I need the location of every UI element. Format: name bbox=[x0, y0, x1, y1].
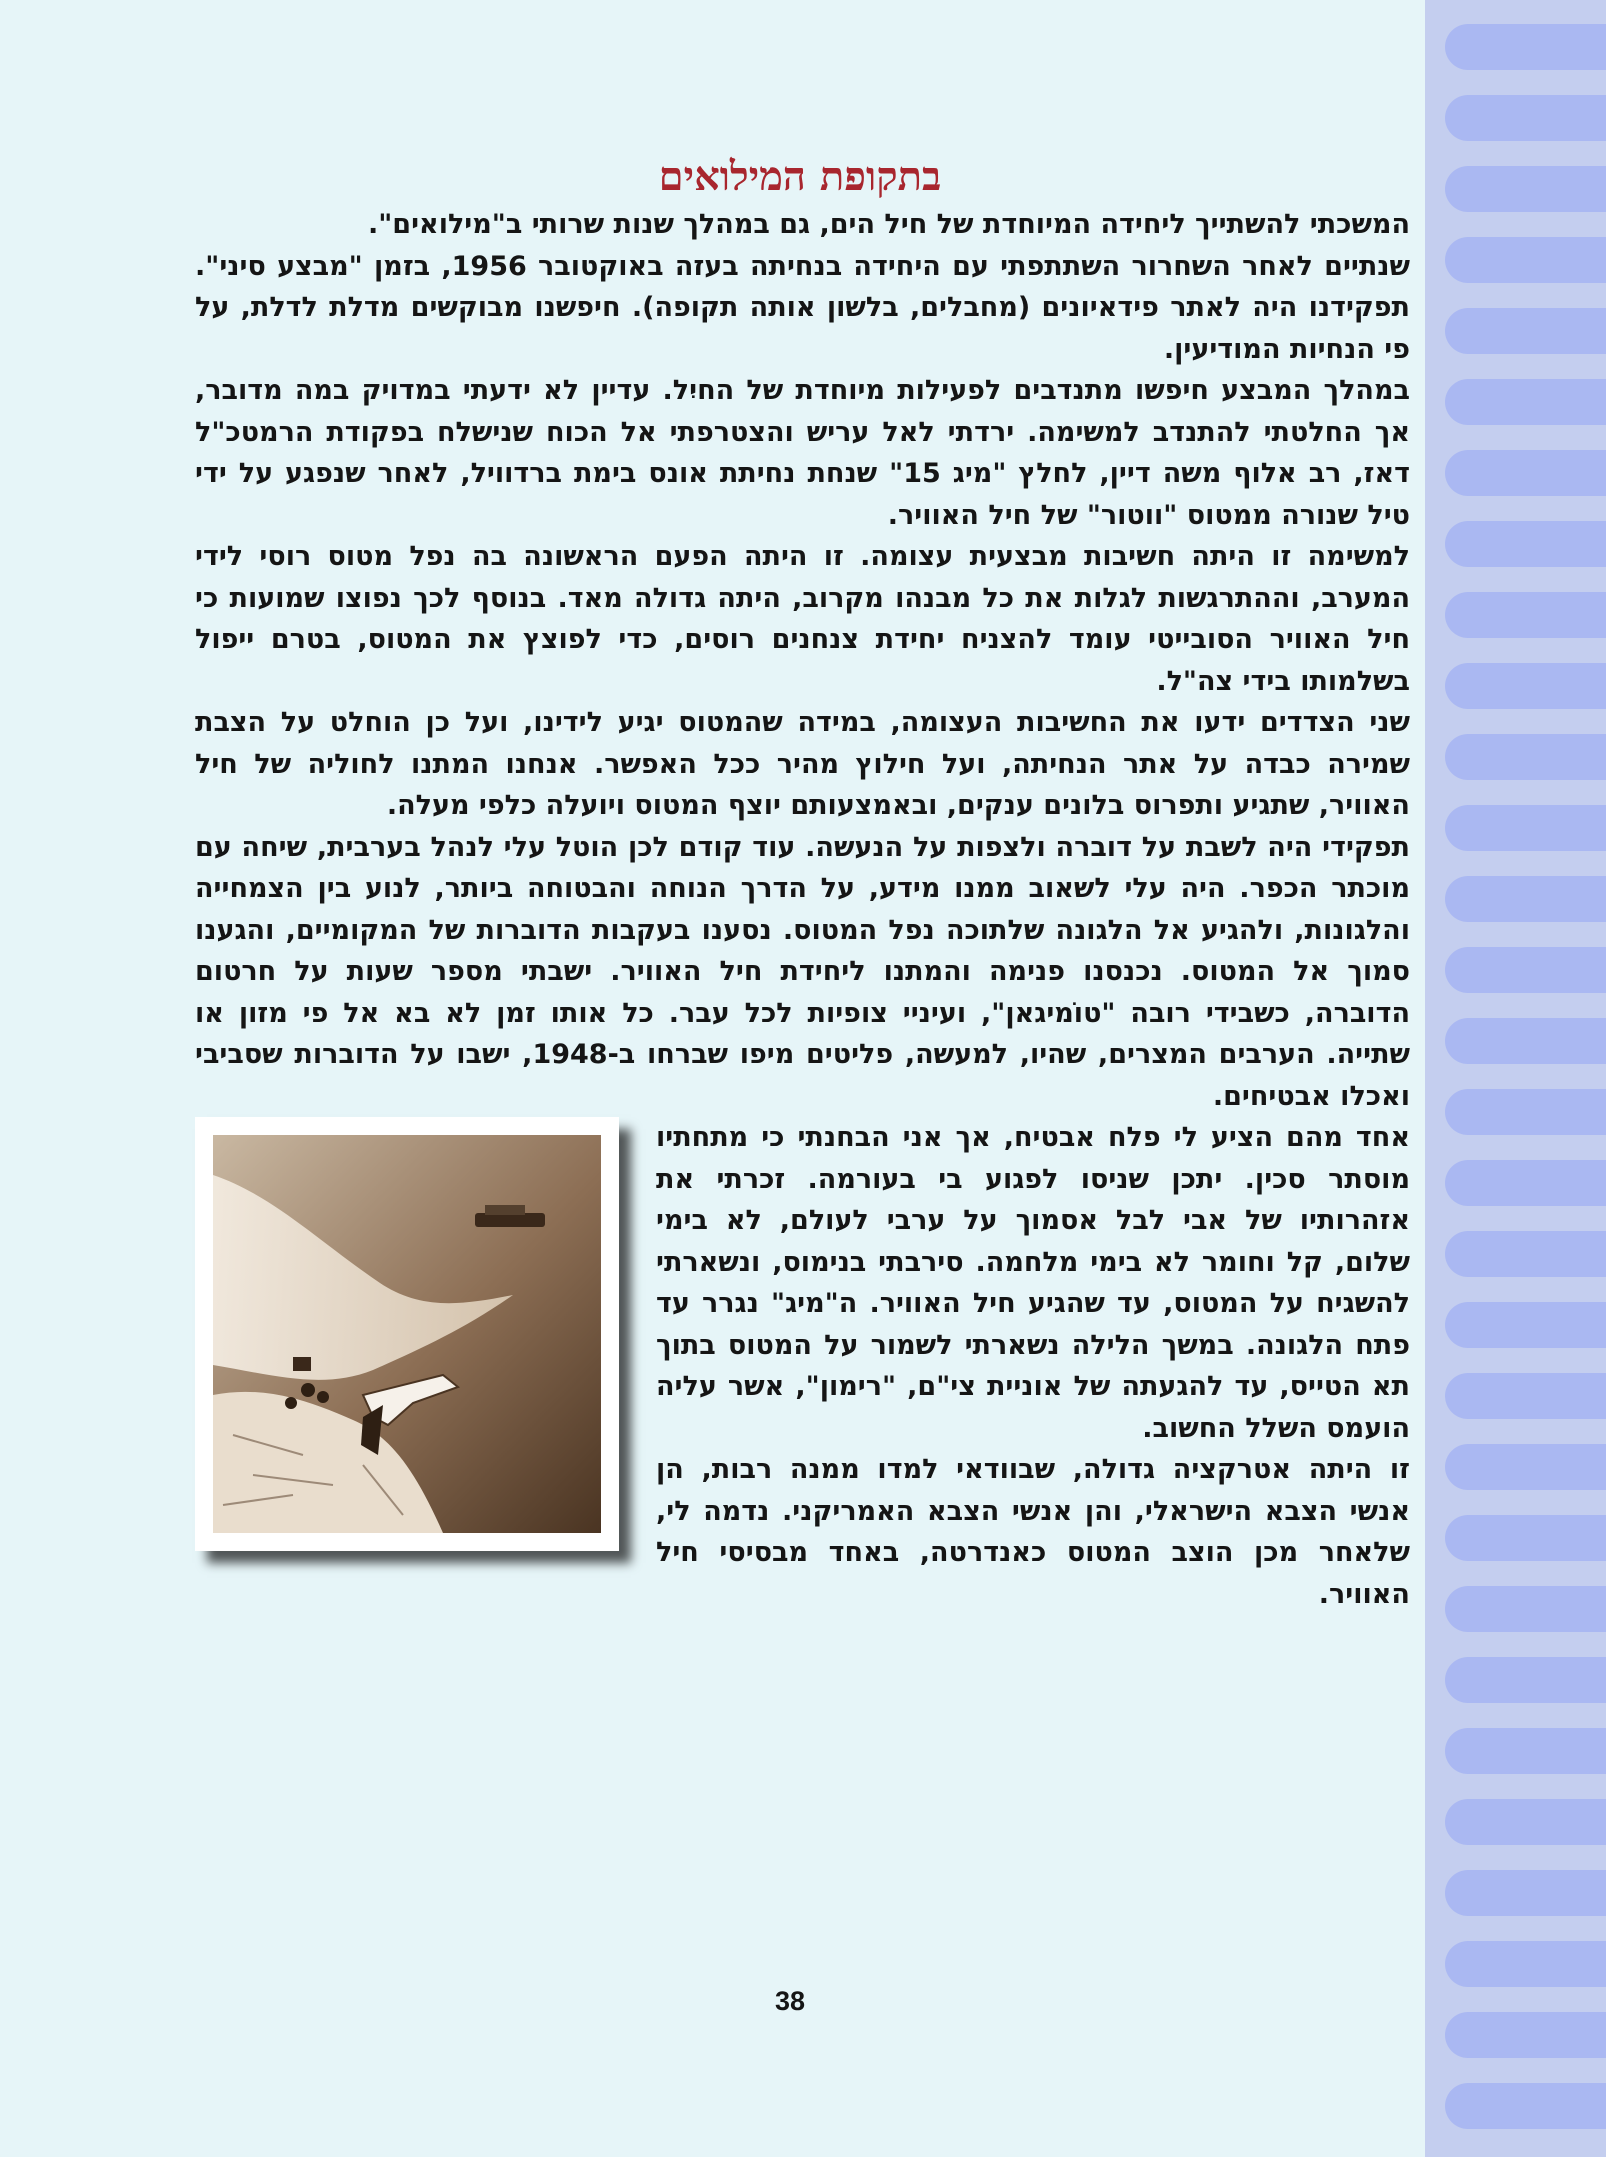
side-tab bbox=[1445, 1160, 1606, 1206]
side-tab bbox=[1445, 1373, 1606, 1419]
paragraph: שנתיים לאחר השחרור השתתפתי עם היחידה בנחיתה בעזה באוקטובר 1956, בזמן "מבצע סיני". תפקידנו היה לאתר פידאיונים (מחבלים, בלשון אותה תקופה). חיפשנו מבוקשים מדלת לדלת, על פי הנחיות המודיעין. bbox=[195, 250, 1411, 365]
paragraph: שני הצדדים ידעו את החשיבות העצומה, במידה שהמטוס יגיע לידינו, ועל כן הוחלט על הצבת שמירה כבדה על אתר הנחיתה, ועל חילוץ מהיר ככל האפשר. אנחנו המתנו לחוליה של חיל האוויר, שתגיע ותפרוס בלונים ענקים, ובאמצעותם יוצף המטוס ויועלה כלפי מעלה. bbox=[195, 707, 1410, 821]
side-tab bbox=[1445, 734, 1606, 780]
side-tab bbox=[1445, 1089, 1606, 1135]
photo-frame bbox=[195, 1117, 619, 1551]
side-tab bbox=[1445, 1657, 1606, 1703]
side-tab bbox=[1445, 1444, 1606, 1490]
side-tab bbox=[1445, 2012, 1606, 2058]
side-tab bbox=[1445, 947, 1606, 993]
side-tab bbox=[1445, 805, 1606, 851]
paragraph: למשימה זו היתה חשיבות מבצעית עצומה. זו היתה הפעם הראשונה בה נפל מטוס רוסי לידי המערב, וההתרגשות לגלות את כל מבנהו מקרוב, היתה גדולה מאד. בנוסף לכך נפוצו שמועות כי חיל האוויר הסובייטי עומד להצניח יחידת צנחנים רוסים, כדי לפוצץ את המטוס, בטרם ייפול בשלמותו בידי צה"ל. bbox=[195, 541, 1410, 697]
side-tab bbox=[1445, 592, 1606, 638]
side-tab bbox=[1445, 1302, 1606, 1348]
side-tab bbox=[1445, 1018, 1606, 1064]
paragraph: אחד מהם הציע לי פלח אבטיח, אך אני הבחנתי כי מתחתיו מוסתר סכין. יתכן שניסו לפגוע בי בעורמה. זכרתי את אזהרותיו של אבי לבל אסמוך על ערבי לעולם, לא בימי שלום, קל וחומר לא בימי מלחמה. סירבתי בנימוס, ונשארתי להשגיח על המטוס, עד שהגיע חיל האוויר. ה"מיג" נגרר עד פתח הלגונה. במשך הלילה נשארתי לשמור על המטוס בתוך תא הטייס, עד להגעתה של אוניית צי"ם, "רימון", אשר עליה הועמס השלל החשוב. bbox=[656, 1122, 1410, 1444]
side-tab bbox=[1445, 663, 1606, 709]
paragraph: במהלך המבצע חיפשו מתנדבים לפעילות מיוחדת של החיִל. עדיין לא ידעתי במדויק במה מדובר, אך החלטתי להתנדב למשימה. ירדתי לאל עריש והצטרפתי אל הכוח שנישלח בפקודת הרמטכ"ל דאז, רב אלוף משה דיין, לחלץ "מיג 15" שנחת נחיתת אונס בימת ברדוויל, לאחר שנפגע על ידי טיל שנורה ממטוס "ווטור" של חיל האוויר. bbox=[195, 375, 1410, 531]
side-tab bbox=[1445, 379, 1606, 425]
side-tab bbox=[1445, 1799, 1606, 1845]
side-tab bbox=[1445, 876, 1606, 922]
lagoon-aerial-photo bbox=[213, 1135, 601, 1533]
side-tab bbox=[1445, 308, 1606, 354]
side-tab bbox=[1445, 24, 1606, 70]
side-tab bbox=[1445, 1728, 1606, 1774]
side-tab bbox=[1445, 450, 1606, 496]
paragraph: תפקידי היה לשבת על דוברה ולצפות על הנעשה. עוד קודם לכן הוטל עלי לנהל בערבית, שיחה עם מוכתר הכפר. היה עלי לשאוב ממנו מידע, על הדרך הנוחה והבטוחה ביותר, לנוע בין הצמחייה והלגונות, ולהגיע אל הלגונה שלתוכה נפל המטוס. נסענו בעקבות הדוברות של המקומיים, והגענו סמוך אל המטוס. נכנסנו פנימה והמתנו ליחידת חיל האוויר. ישבתי מספר שעות על חרטום הדוברה, כשבידי רובה "טוֹמיגאן", ועיניי צופיות לכל עבר. כל אותו זמן לא בא אל פי מזון או שתייה. הערבים המצרים, שהיו, למעשה, פליטים מיפו שברחו ב-1948, ישבו על הדוברות שסביבי ואכלו אבטיחים. bbox=[195, 831, 1410, 1112]
side-tab-strip bbox=[1425, 0, 1606, 2157]
side-tab bbox=[1445, 1941, 1606, 1987]
side-tab bbox=[1445, 1515, 1606, 1561]
side-tab bbox=[1445, 1870, 1606, 1916]
page-number: 38 bbox=[774, 1986, 806, 2016]
side-tab bbox=[1445, 95, 1606, 141]
side-tab bbox=[1445, 166, 1606, 212]
page-title: בתקופת המילואים bbox=[658, 153, 942, 200]
side-tab bbox=[1445, 1231, 1606, 1277]
side-tab bbox=[1445, 2083, 1606, 2129]
side-tab bbox=[1445, 521, 1606, 567]
article-body bbox=[195, 204, 1410, 1615]
side-tab bbox=[1445, 1586, 1606, 1632]
paragraph: זו היתה אטרקציה גדולה, שבוודאי למדו ממנה רבות, הן אנשי הצבא הישראלי, והן אנשי הצבא האמריקני. נדמה לי, שלאחר מכן הוצב המטוס כאנדרטה, באחד מבסיסי חיל האוויר. bbox=[656, 1454, 1410, 1610]
side-tab bbox=[1445, 237, 1606, 283]
paragraph: המשכתי להשתייך ליחידה המיוחדת של חיל הים, גם במהלך שנות שרותי ב"מילואים". bbox=[367, 209, 1410, 240]
